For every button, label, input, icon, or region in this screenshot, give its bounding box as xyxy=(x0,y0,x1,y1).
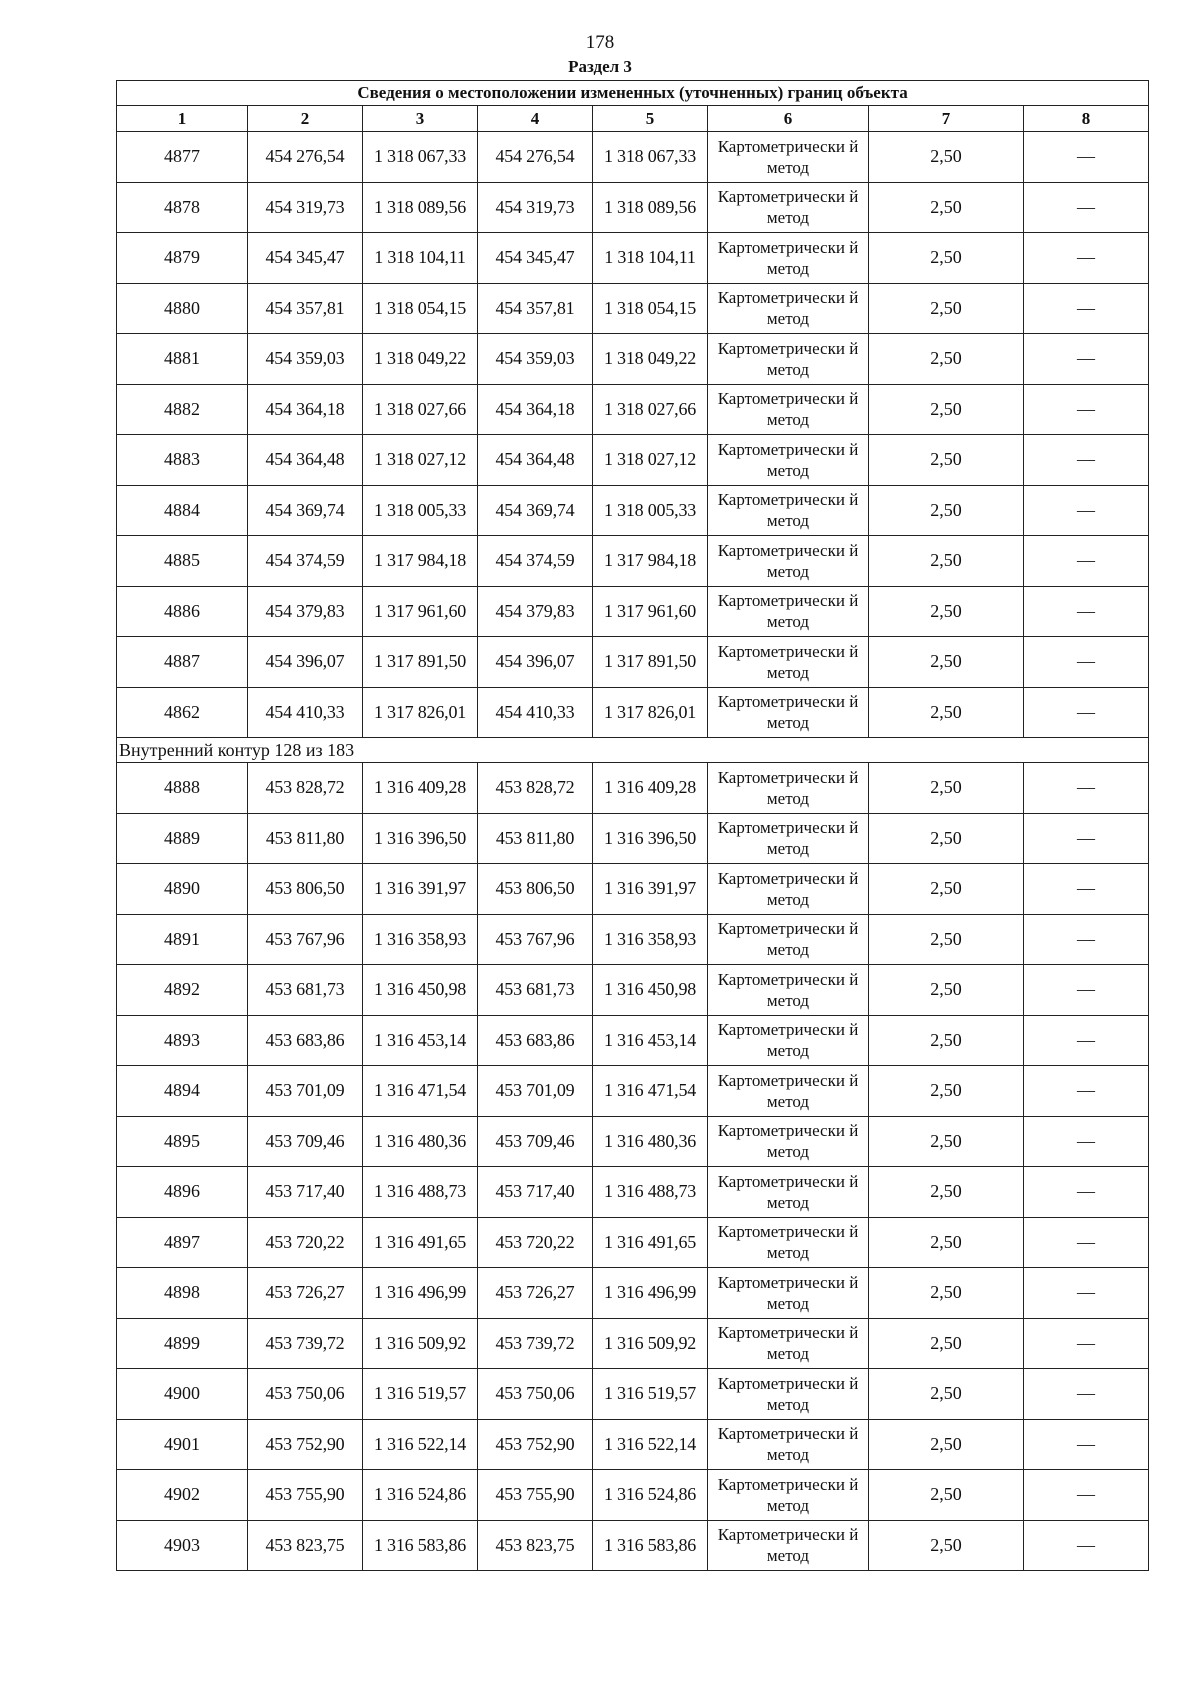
x-refined-cell: 453 683,86 xyxy=(478,1015,593,1066)
precision-cell: 2,50 xyxy=(869,1167,1024,1218)
column-number: 8 xyxy=(1024,106,1149,132)
point-number-cell: 4881 xyxy=(117,334,248,385)
y-refined-cell: 1 318 067,33 xyxy=(593,132,708,183)
note-cell: — xyxy=(1024,586,1149,637)
y-refined-cell: 1 316 409,28 xyxy=(593,763,708,814)
point-number-cell: 4901 xyxy=(117,1419,248,1470)
note-cell: — xyxy=(1024,1369,1149,1420)
table-row xyxy=(117,233,1149,284)
note-cell: — xyxy=(1024,637,1149,688)
x-existing-cell: 454 364,48 xyxy=(248,435,363,486)
precision-cell: 2,50 xyxy=(869,813,1024,864)
point-number-cell: 4862 xyxy=(117,687,248,738)
method-cell: Картометрически й метод xyxy=(708,1369,869,1420)
precision-cell: 2,50 xyxy=(869,132,1024,183)
precision-cell: 2,50 xyxy=(869,637,1024,688)
y-existing-cell: 1 318 005,33 xyxy=(363,485,478,536)
note-cell: — xyxy=(1024,536,1149,587)
y-existing-cell: 1 316 480,36 xyxy=(363,1116,478,1167)
column-number: 2 xyxy=(248,106,363,132)
point-number-cell: 4896 xyxy=(117,1167,248,1218)
method-cell: Картометрически й метод xyxy=(708,1268,869,1319)
x-refined-cell: 453 720,22 xyxy=(478,1217,593,1268)
note-cell: — xyxy=(1024,1066,1149,1117)
x-refined-cell: 453 806,50 xyxy=(478,864,593,915)
point-number-cell: 4883 xyxy=(117,435,248,486)
y-existing-cell: 1 317 891,50 xyxy=(363,637,478,688)
y-existing-cell: 1 316 409,28 xyxy=(363,763,478,814)
precision-cell: 2,50 xyxy=(869,536,1024,587)
note-cell: — xyxy=(1024,182,1149,233)
method-cell: Картометрически й метод xyxy=(708,1116,869,1167)
method-cell: Картометрически й метод xyxy=(708,435,869,486)
y-refined-cell: 1 318 049,22 xyxy=(593,334,708,385)
y-existing-cell: 1 316 396,50 xyxy=(363,813,478,864)
y-refined-cell: 1 317 984,18 xyxy=(593,536,708,587)
method-cell: Картометрически й метод xyxy=(708,813,869,864)
x-refined-cell: 453 811,80 xyxy=(478,813,593,864)
table-row xyxy=(117,334,1149,385)
y-existing-cell: 1 316 488,73 xyxy=(363,1167,478,1218)
note-cell: — xyxy=(1024,132,1149,183)
y-refined-cell: 1 318 027,12 xyxy=(593,435,708,486)
x-existing-cell: 454 369,74 xyxy=(248,485,363,536)
x-existing-cell: 454 319,73 xyxy=(248,182,363,233)
table-row xyxy=(117,1369,1149,1420)
x-refined-cell: 453 823,75 xyxy=(478,1520,593,1571)
section-title: Раздел 3 xyxy=(568,57,632,76)
x-refined-cell: 453 717,40 xyxy=(478,1167,593,1218)
precision-cell: 2,50 xyxy=(869,435,1024,486)
table-row xyxy=(117,965,1149,1016)
y-existing-cell: 1 318 067,33 xyxy=(363,132,478,183)
precision-cell: 2,50 xyxy=(869,586,1024,637)
point-number-cell: 4900 xyxy=(117,1369,248,1420)
page-number: 178 xyxy=(585,32,615,53)
precision-cell: 2,50 xyxy=(869,334,1024,385)
precision-cell: 2,50 xyxy=(869,1520,1024,1571)
x-existing-cell: 454 374,59 xyxy=(248,536,363,587)
x-refined-cell: 453 767,96 xyxy=(478,914,593,965)
column-number: 4 xyxy=(478,106,593,132)
y-refined-cell: 1 316 509,92 xyxy=(593,1318,708,1369)
note-cell: — xyxy=(1024,334,1149,385)
y-existing-cell: 1 316 496,99 xyxy=(363,1268,478,1319)
table-row xyxy=(117,283,1149,334)
note-cell: — xyxy=(1024,1318,1149,1369)
column-number: 3 xyxy=(363,106,478,132)
note-cell: — xyxy=(1024,1015,1149,1066)
y-refined-cell: 1 316 480,36 xyxy=(593,1116,708,1167)
x-refined-cell: 453 681,73 xyxy=(478,965,593,1016)
precision-cell: 2,50 xyxy=(869,687,1024,738)
x-existing-cell: 453 828,72 xyxy=(248,763,363,814)
note-cell: — xyxy=(1024,1520,1149,1571)
y-existing-cell: 1 316 491,65 xyxy=(363,1217,478,1268)
x-refined-cell: 453 726,27 xyxy=(478,1268,593,1319)
x-existing-cell: 453 755,90 xyxy=(248,1470,363,1521)
x-refined-cell: 453 828,72 xyxy=(478,763,593,814)
x-existing-cell: 453 681,73 xyxy=(248,965,363,1016)
method-cell: Картометрически й метод xyxy=(708,334,869,385)
x-refined-cell: 454 357,81 xyxy=(478,283,593,334)
note-cell: — xyxy=(1024,1116,1149,1167)
y-refined-cell: 1 318 104,11 xyxy=(593,233,708,284)
point-number-cell: 4899 xyxy=(117,1318,248,1369)
point-number-cell: 4895 xyxy=(117,1116,248,1167)
table-row xyxy=(117,435,1149,486)
note-cell: — xyxy=(1024,435,1149,486)
table-row xyxy=(117,1268,1149,1319)
y-refined-cell: 1 316 519,57 xyxy=(593,1369,708,1420)
x-refined-cell: 454 379,83 xyxy=(478,586,593,637)
table-row xyxy=(117,763,1149,814)
method-cell: Картометрически й метод xyxy=(708,384,869,435)
table-row xyxy=(117,914,1149,965)
y-refined-cell: 1 316 396,50 xyxy=(593,813,708,864)
table-row xyxy=(117,864,1149,915)
x-existing-cell: 453 811,80 xyxy=(248,813,363,864)
table-row xyxy=(117,485,1149,536)
x-existing-cell: 453 750,06 xyxy=(248,1369,363,1420)
method-cell: Картометрически й метод xyxy=(708,1470,869,1521)
note-cell: — xyxy=(1024,914,1149,965)
table-row xyxy=(117,1318,1149,1369)
note-cell: — xyxy=(1024,283,1149,334)
point-number-cell: 4886 xyxy=(117,586,248,637)
point-number-cell: 4884 xyxy=(117,485,248,536)
x-existing-cell: 453 739,72 xyxy=(248,1318,363,1369)
note-cell: — xyxy=(1024,687,1149,738)
y-refined-cell: 1 316 583,86 xyxy=(593,1520,708,1571)
x-existing-cell: 453 806,50 xyxy=(248,864,363,915)
contour-heading: Внутренний контур 128 из 183 xyxy=(117,738,1149,763)
table-row xyxy=(117,813,1149,864)
x-refined-cell: 454 319,73 xyxy=(478,182,593,233)
column-number: 6 xyxy=(708,106,869,132)
precision-cell: 2,50 xyxy=(869,914,1024,965)
x-refined-cell: 454 364,48 xyxy=(478,435,593,486)
method-cell: Картометрически й метод xyxy=(708,1217,869,1268)
y-refined-cell: 1 317 891,50 xyxy=(593,637,708,688)
point-number-cell: 4894 xyxy=(117,1066,248,1117)
y-existing-cell: 1 318 104,11 xyxy=(363,233,478,284)
y-existing-cell: 1 318 049,22 xyxy=(363,334,478,385)
note-cell: — xyxy=(1024,1217,1149,1268)
x-existing-cell: 453 752,90 xyxy=(248,1419,363,1470)
method-cell: Картометрически й метод xyxy=(708,687,869,738)
x-refined-cell: 454 359,03 xyxy=(478,334,593,385)
method-cell: Картометрически й метод xyxy=(708,283,869,334)
method-cell: Картометрически й метод xyxy=(708,1318,869,1369)
note-cell: — xyxy=(1024,965,1149,1016)
precision-cell: 2,50 xyxy=(869,864,1024,915)
method-cell: Картометрически й метод xyxy=(708,864,869,915)
y-refined-cell: 1 316 524,86 xyxy=(593,1470,708,1521)
x-existing-cell: 454 357,81 xyxy=(248,283,363,334)
point-number-cell: 4882 xyxy=(117,384,248,435)
y-refined-cell: 1 316 522,14 xyxy=(593,1419,708,1470)
table-row xyxy=(117,1470,1149,1521)
y-existing-cell: 1 317 984,18 xyxy=(363,536,478,587)
precision-cell: 2,50 xyxy=(869,763,1024,814)
x-refined-cell: 453 701,09 xyxy=(478,1066,593,1117)
method-cell: Картометрически й метод xyxy=(708,485,869,536)
x-existing-cell: 453 701,09 xyxy=(248,1066,363,1117)
point-number-cell: 4880 xyxy=(117,283,248,334)
table-row xyxy=(117,132,1149,183)
x-refined-cell: 453 752,90 xyxy=(478,1419,593,1470)
note-cell: — xyxy=(1024,485,1149,536)
y-existing-cell: 1 316 358,93 xyxy=(363,914,478,965)
precision-cell: 2,50 xyxy=(869,1066,1024,1117)
table-row xyxy=(117,1167,1149,1218)
method-cell: Картометрически й метод xyxy=(708,914,869,965)
precision-cell: 2,50 xyxy=(869,1217,1024,1268)
table-row xyxy=(117,1217,1149,1268)
y-existing-cell: 1 316 391,97 xyxy=(363,864,478,915)
x-refined-cell: 454 374,59 xyxy=(478,536,593,587)
y-existing-cell: 1 316 522,14 xyxy=(363,1419,478,1470)
x-existing-cell: 454 276,54 xyxy=(248,132,363,183)
method-cell: Картометрически й метод xyxy=(708,586,869,637)
point-number-cell: 4888 xyxy=(117,763,248,814)
table-caption-row xyxy=(117,81,1149,106)
precision-cell: 2,50 xyxy=(869,283,1024,334)
precision-cell: 2,50 xyxy=(869,1369,1024,1420)
note-cell: — xyxy=(1024,1419,1149,1470)
table-row xyxy=(117,637,1149,688)
y-refined-cell: 1 318 027,66 xyxy=(593,384,708,435)
column-number: 7 xyxy=(869,106,1024,132)
x-refined-cell: 453 739,72 xyxy=(478,1318,593,1369)
y-existing-cell: 1 316 471,54 xyxy=(363,1066,478,1117)
x-existing-cell: 453 726,27 xyxy=(248,1268,363,1319)
point-number-cell: 4893 xyxy=(117,1015,248,1066)
table-row xyxy=(117,1419,1149,1470)
table-caption: Сведения о местоположении измененных (уточненных) границ объекта xyxy=(117,81,1149,106)
method-cell: Картометрически й метод xyxy=(708,1419,869,1470)
precision-cell: 2,50 xyxy=(869,182,1024,233)
y-refined-cell: 1 316 391,97 xyxy=(593,864,708,915)
y-existing-cell: 1 317 826,01 xyxy=(363,687,478,738)
x-refined-cell: 454 369,74 xyxy=(478,485,593,536)
x-refined-cell: 454 276,54 xyxy=(478,132,593,183)
column-number-row xyxy=(117,106,1149,132)
table-row xyxy=(117,1116,1149,1167)
table-row xyxy=(117,384,1149,435)
point-number-cell: 4890 xyxy=(117,864,248,915)
y-refined-cell: 1 318 005,33 xyxy=(593,485,708,536)
point-number-cell: 4898 xyxy=(117,1268,248,1319)
y-existing-cell: 1 316 453,14 xyxy=(363,1015,478,1066)
y-refined-cell: 1 316 453,14 xyxy=(593,1015,708,1066)
point-number-cell: 4878 xyxy=(117,182,248,233)
x-refined-cell: 453 750,06 xyxy=(478,1369,593,1420)
point-number-cell: 4877 xyxy=(117,132,248,183)
method-cell: Картометрически й метод xyxy=(708,1066,869,1117)
x-refined-cell: 454 410,33 xyxy=(478,687,593,738)
method-cell: Картометрически й метод xyxy=(708,763,869,814)
note-cell: — xyxy=(1024,1470,1149,1521)
y-existing-cell: 1 316 519,57 xyxy=(363,1369,478,1420)
y-existing-cell: 1 318 027,12 xyxy=(363,435,478,486)
method-cell: Картометрически й метод xyxy=(708,132,869,183)
note-cell: — xyxy=(1024,864,1149,915)
precision-cell: 2,50 xyxy=(869,485,1024,536)
y-refined-cell: 1 318 089,56 xyxy=(593,182,708,233)
table-row xyxy=(117,182,1149,233)
method-cell: Картометрически й метод xyxy=(708,965,869,1016)
x-existing-cell: 453 683,86 xyxy=(248,1015,363,1066)
point-number-cell: 4891 xyxy=(117,914,248,965)
y-refined-cell: 1 316 491,65 xyxy=(593,1217,708,1268)
note-cell: — xyxy=(1024,384,1149,435)
method-cell: Картометрически й метод xyxy=(708,1015,869,1066)
y-refined-cell: 1 318 054,15 xyxy=(593,283,708,334)
precision-cell: 2,50 xyxy=(869,1470,1024,1521)
x-existing-cell: 454 410,33 xyxy=(248,687,363,738)
precision-cell: 2,50 xyxy=(869,1419,1024,1470)
x-existing-cell: 453 717,40 xyxy=(248,1167,363,1218)
y-refined-cell: 1 316 496,99 xyxy=(593,1268,708,1319)
y-existing-cell: 1 318 027,66 xyxy=(363,384,478,435)
x-existing-cell: 454 396,07 xyxy=(248,637,363,688)
note-cell: — xyxy=(1024,1268,1149,1319)
note-cell: — xyxy=(1024,763,1149,814)
precision-cell: 2,50 xyxy=(869,965,1024,1016)
table-row xyxy=(117,1015,1149,1066)
precision-cell: 2,50 xyxy=(869,233,1024,284)
x-existing-cell: 453 709,46 xyxy=(248,1116,363,1167)
x-existing-cell: 454 359,03 xyxy=(248,334,363,385)
y-refined-cell: 1 317 961,60 xyxy=(593,586,708,637)
method-cell: Картометрически й метод xyxy=(708,1167,869,1218)
point-number-cell: 4887 xyxy=(117,637,248,688)
y-existing-cell: 1 318 054,15 xyxy=(363,283,478,334)
method-cell: Картометрически й метод xyxy=(708,233,869,284)
point-number-cell: 4897 xyxy=(117,1217,248,1268)
x-refined-cell: 453 709,46 xyxy=(478,1116,593,1167)
y-existing-cell: 1 316 509,92 xyxy=(363,1318,478,1369)
x-refined-cell: 453 755,90 xyxy=(478,1470,593,1521)
point-number-cell: 4889 xyxy=(117,813,248,864)
table-row xyxy=(117,1520,1149,1571)
x-refined-cell: 454 396,07 xyxy=(478,637,593,688)
y-refined-cell: 1 316 488,73 xyxy=(593,1167,708,1218)
method-cell: Картометрически й метод xyxy=(708,536,869,587)
x-existing-cell: 453 767,96 xyxy=(248,914,363,965)
x-existing-cell: 454 345,47 xyxy=(248,233,363,284)
method-cell: Картометрически й метод xyxy=(708,1520,869,1571)
y-existing-cell: 1 316 524,86 xyxy=(363,1470,478,1521)
method-cell: Картометрически й метод xyxy=(708,182,869,233)
y-refined-cell: 1 316 471,54 xyxy=(593,1066,708,1117)
precision-cell: 2,50 xyxy=(869,1015,1024,1066)
method-cell: Картометрически й метод xyxy=(708,637,869,688)
y-refined-cell: 1 316 450,98 xyxy=(593,965,708,1016)
point-number-cell: 4879 xyxy=(117,233,248,284)
note-cell: — xyxy=(1024,1167,1149,1218)
table-row xyxy=(117,687,1149,738)
precision-cell: 2,50 xyxy=(869,1116,1024,1167)
y-refined-cell: 1 317 826,01 xyxy=(593,687,708,738)
point-number-cell: 4885 xyxy=(117,536,248,587)
y-existing-cell: 1 318 089,56 xyxy=(363,182,478,233)
y-existing-cell: 1 316 583,86 xyxy=(363,1520,478,1571)
point-number-cell: 4903 xyxy=(117,1520,248,1571)
column-number: 5 xyxy=(593,106,708,132)
table-row xyxy=(117,536,1149,587)
point-number-cell: 4892 xyxy=(117,965,248,1016)
precision-cell: 2,50 xyxy=(869,384,1024,435)
contour-heading-row xyxy=(117,738,1149,763)
x-refined-cell: 454 345,47 xyxy=(478,233,593,284)
y-existing-cell: 1 316 450,98 xyxy=(363,965,478,1016)
x-existing-cell: 454 379,83 xyxy=(248,586,363,637)
table-row xyxy=(117,586,1149,637)
point-number-cell: 4902 xyxy=(117,1470,248,1521)
table-row xyxy=(117,1066,1149,1117)
column-number: 1 xyxy=(117,106,248,132)
table-body xyxy=(117,132,1149,1571)
y-refined-cell: 1 316 358,93 xyxy=(593,914,708,965)
boundary-coordinates-table xyxy=(116,80,1149,1571)
note-cell: — xyxy=(1024,813,1149,864)
x-refined-cell: 454 364,18 xyxy=(478,384,593,435)
precision-cell: 2,50 xyxy=(869,1268,1024,1319)
note-cell: — xyxy=(1024,233,1149,284)
x-existing-cell: 453 823,75 xyxy=(248,1520,363,1571)
x-existing-cell: 453 720,22 xyxy=(248,1217,363,1268)
precision-cell: 2,50 xyxy=(869,1318,1024,1369)
y-existing-cell: 1 317 961,60 xyxy=(363,586,478,637)
x-existing-cell: 454 364,18 xyxy=(248,384,363,435)
